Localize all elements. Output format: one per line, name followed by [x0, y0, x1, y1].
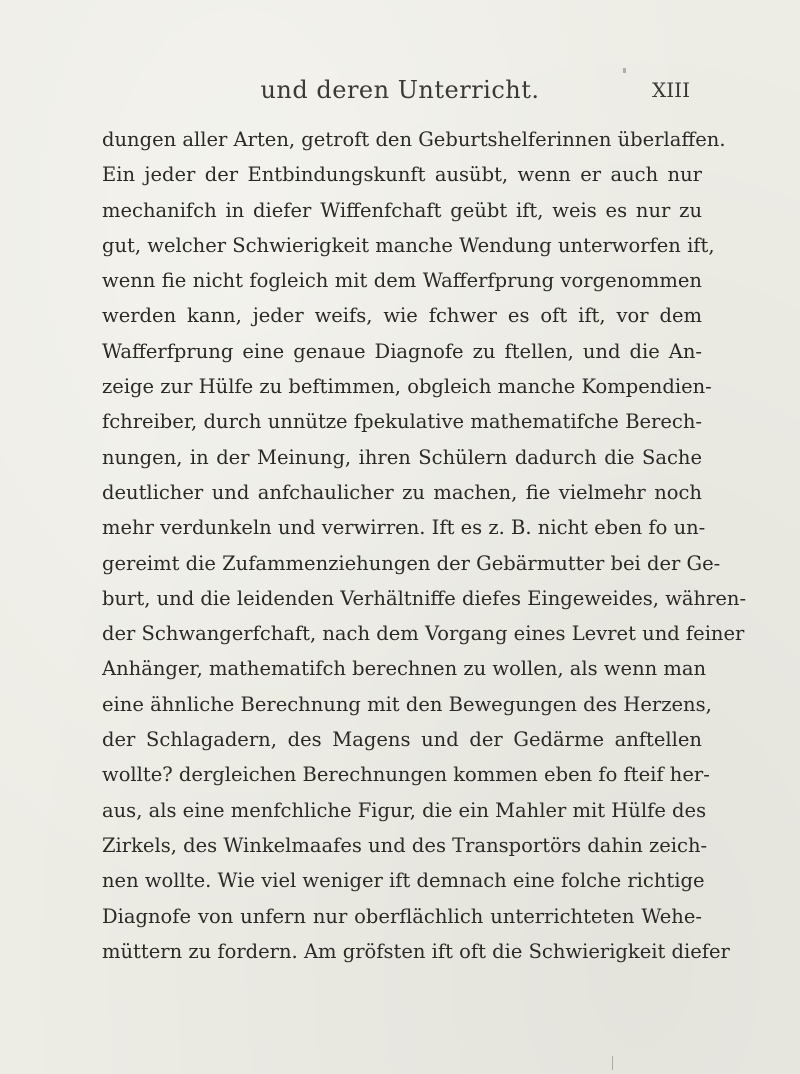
text-line: Ein jeder der Entbindungskunft ausübt, wenn er auch nur — [102, 163, 702, 187]
text-line: gereimt die Zufammenziehungen der Gebärmutter bei der Ge- — [102, 551, 721, 575]
page-speck — [623, 68, 626, 73]
text-line: Zirkels, des Winkelmaafes und des Transportörs dahin zeich- — [102, 833, 708, 857]
text-line: müttern zu fordern. Am gröfsten ift oft die Schwierigkeit diefer — [102, 939, 730, 963]
text-line: nungen, in der Meinung, ihren Schülern dadurch die Sache — [102, 445, 702, 469]
body-text — [102, 122, 747, 969]
text-line: wenn fie nicht fogleich mit dem Wafferfprung vorgenommen — [102, 269, 702, 293]
text-line: mechanifch in diefer Wiffenfchaft geübt ift, weis es nur zu — [102, 198, 702, 222]
text-line: deutlicher und anfchaulicher zu machen, fie vielmehr noch — [102, 480, 702, 504]
text-line: nen wollte. Wie viel weniger ift demnach eine folche richtige — [102, 869, 705, 893]
page-number: XIII — [652, 78, 690, 102]
text-line: eine ähnliche Berechnung mit den Bewegungen des Herzens, — [102, 692, 712, 716]
running-title: und deren Unterricht. — [260, 76, 540, 104]
text-line: Anhänger, mathematifch berechnen zu wollen, als wenn man — [102, 657, 707, 681]
text-line: burt, und die leidenden Verhältniffe diefes Eingeweides, währen- — [102, 586, 747, 610]
text-line: zeige zur Hülfe zu beftimmen, obgleich manche Kompendien- — [102, 375, 712, 399]
text-line: Wafferfprung eine genaue Diagnofe zu ftellen, und die An- — [102, 339, 702, 363]
text-line: der Schwangerfchaft, nach dem Vorgang eines Levret und feiner — [102, 622, 745, 646]
text-line: mehr verdunkeln und verwirren. Ift es z. B. nicht eben fo un- — [102, 516, 706, 540]
text-line: fchreiber, durch unnütze fpekulative mathematifche Berech- — [102, 410, 702, 434]
text-line: der Schlagadern, des Magens und der Gedärme anftellen — [102, 728, 702, 752]
text-line: werden kann, jeder weifs, wie fchwer es oft ift, vor dem — [102, 304, 702, 328]
text-line: gut, welcher Schwierigkeit manche Wendung unterworfen ift, — [102, 233, 715, 257]
text-line: Diagnofe von unfern nur oberflächlich unterrichteten Wehe- — [102, 904, 702, 928]
text-line: dungen aller Arten, getroft den Geburtshelferinnen überlaffen. — [102, 128, 726, 151]
running-head — [0, 76, 800, 110]
text-line: wollte? dergleichen Berechnungen kommen eben fo fteif her- — [102, 763, 710, 787]
text-line: aus, als eine menfchliche Figur, die ein Mahler mit Hülfe des — [102, 798, 707, 822]
page-speck — [612, 1056, 613, 1070]
